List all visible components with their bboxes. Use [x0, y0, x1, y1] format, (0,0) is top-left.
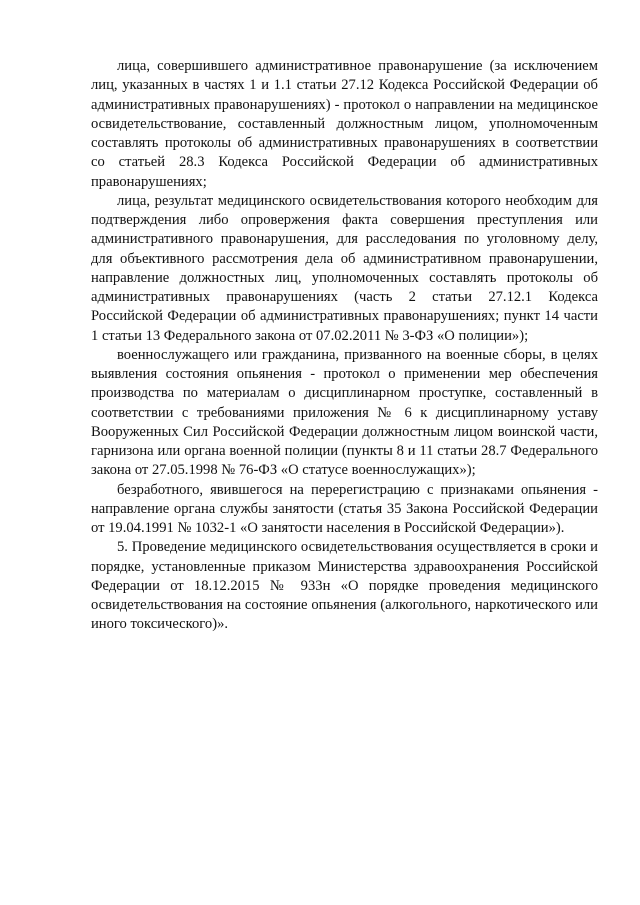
- paragraph-procedure-order: 5. Проведение медицинского освидетельствования осуществляется в сроки и порядке, установленные приказом Министерства здравоохранения Российской Федерации от 18.12.2015 № 933н «О порядке проведения медицинского освидетельствования на состояние опьянения (алкогольного, наркотического или иного токсического)».: [91, 539, 598, 633]
- paragraph-evidence-referral: лица, результат медицинского освидетельствования которого необходим для подтверждения либо опровержения факта совершения преступления или административного правонарушения, для расследования по уголовному делу, для объективного рассмотрения дела об административном правонарушении, направление должностных лиц, уполномоченных составлять протоколы об административных правонарушениях (часть 2 статьи 27.12.1 Кодекса Российской Федерации об административных правонарушениях; пункт 14 части 1 статьи 13 Федерального закона от 07.02.2011 № 3-ФЗ «О полиции»);: [91, 192, 598, 344]
- paragraph-unemployed-referral: безработного, явившегося на перерегистрацию с признаками опьянения - направление органа службы занятости (статья 35 Закона Российской Федерации от 19.04.1991 № 1032-1 «О занятости населения в Российской Федерации»).: [91, 481, 598, 536]
- paragraph-military-protocol: военнослужащего или гражданина, призванного на военные сборы, в целях выявления состояния опьянения - протокол о применении мер обеспечения производства по материалам о дисциплинарном проступке, составленный в соответствии с требованиями приложения № 6 к дисциплинарному уставу Вооруженных Сил Российской Федерации должностным лицом воинской части, гарнизона или органа военной полиции (пункты 8 и 11 статьи 28.7 Федерального закона от 27.05.1998 № 76-ФЗ «О статусе военнослужащих»);: [91, 346, 598, 479]
- document-body: [91, 57, 598, 635]
- paragraph-offender-protocol: лица, совершившего административное правонарушение (за исключением лиц, указанных в частях 1 и 1.1 статьи 27.12 Кодекса Российской Федерации об административных правонарушениях) - протокол о направлении на медицинское освидетельствование, составленный должностным лицом, уполномоченным составлять протоколы об административных правонарушениях в соответствии со статьей 28.3 Кодекса Российской Федерации об административных правонарушениях;: [91, 58, 598, 190]
